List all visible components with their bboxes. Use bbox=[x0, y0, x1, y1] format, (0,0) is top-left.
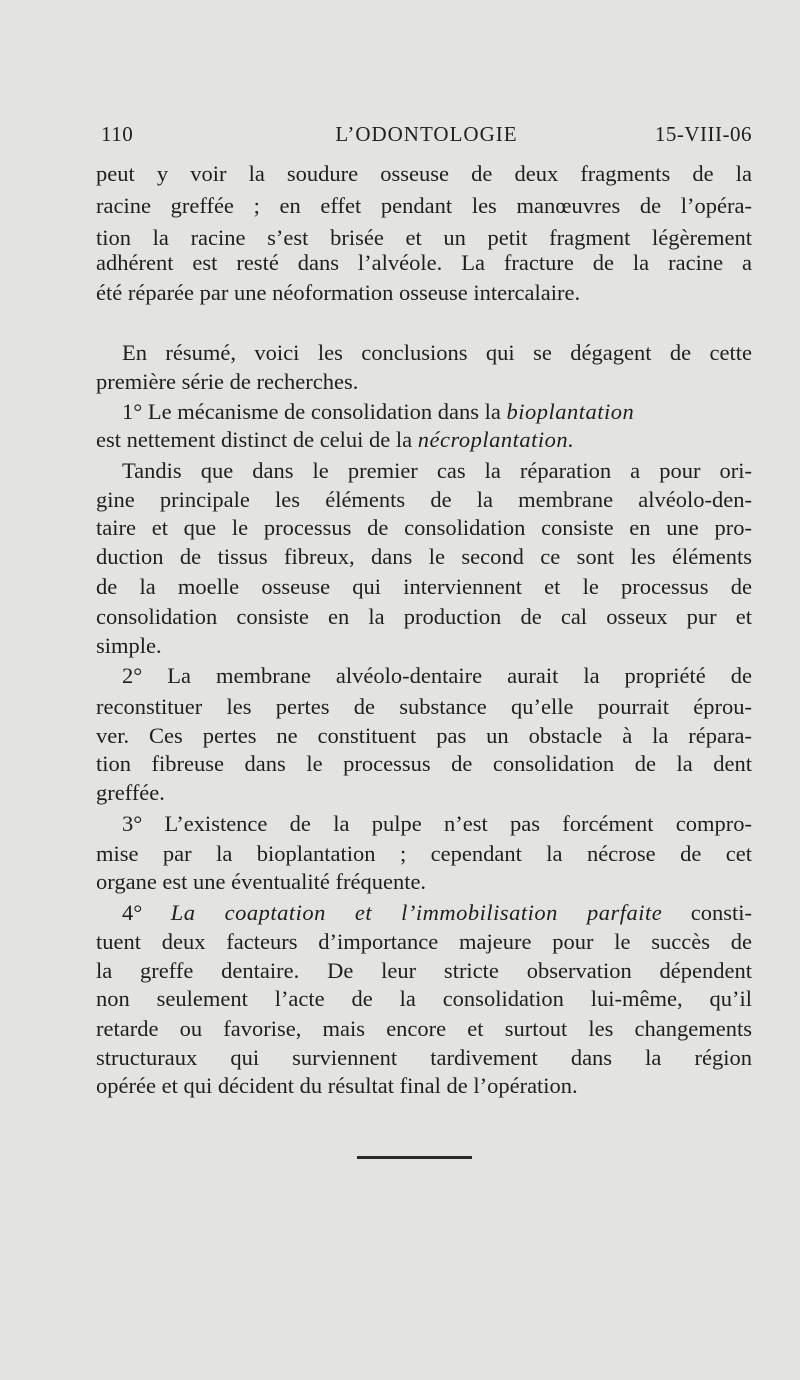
text-line: consolidation consiste en la production de cal osseux pur et bbox=[96, 604, 752, 629]
running-title: L’ODONTOLOGIE bbox=[335, 122, 518, 146]
running-header bbox=[101, 122, 752, 152]
text-line: opérée et qui décident du résultat final de l’opération. bbox=[96, 1073, 578, 1098]
emphasis-bioplantation: bioplantation bbox=[506, 399, 635, 424]
text-line: de la moelle osseuse qui interviennent et le processus de bbox=[96, 574, 752, 599]
text-line: la greffe dentaire. De leur stricte observation dépendent bbox=[96, 958, 752, 983]
conclusion-4-text: consti- bbox=[690, 900, 753, 925]
emphasis-coaptation: La coaptation et l’immobilisation parfaite bbox=[170, 900, 663, 925]
text-line: tuent deux facteurs d’importance majeure pour le succès de bbox=[96, 929, 752, 954]
text-line: retarde ou favorise, mais encore et surtout les changements bbox=[96, 1016, 752, 1041]
emphasis-necroplantation: nécroplantation. bbox=[417, 427, 575, 452]
conclusion-1-text-cont: est nettement distinct de celui de la bbox=[96, 427, 413, 452]
text-line bbox=[96, 424, 752, 456]
text-line: En résumé, voici les conclusions qui se dégagent de cette bbox=[122, 340, 752, 365]
text-line: adhérent est resté dans l’alvéole. La fracture de la racine a bbox=[96, 250, 752, 275]
text-line: été réparée par une néoformation osseuse intercalaire. bbox=[96, 280, 581, 305]
text-line: reconstituer les pertes de substance qu’elle pourrait éprou- bbox=[96, 694, 752, 719]
conclusion-1-text: 1° Le mécanisme de consolidation dans la bbox=[122, 399, 501, 424]
conclusion-4-number: 4° bbox=[122, 900, 143, 925]
text-line: structuraux qui surviennent tardivement dans la région bbox=[96, 1045, 752, 1070]
text-line bbox=[122, 897, 752, 929]
text-line: simple. bbox=[96, 633, 162, 658]
text-line: racine greffée ; en effet pendant les manœuvres de l’opéra- bbox=[96, 193, 752, 218]
text-line: gine principale les éléments de la membrane alvéolo-den- bbox=[96, 487, 752, 512]
text-line: duction de tissus fibreux, dans le second ce sont les éléments bbox=[96, 544, 752, 569]
text-line: non seulement l’acte de la consolidation lui-même, qu’il bbox=[96, 986, 752, 1011]
text-line: 2° La membrane alvéolo-dentaire aurait la propriété de bbox=[122, 663, 752, 688]
text-line: tion la racine s’est brisée et un petit fragment légèrement bbox=[96, 225, 752, 250]
text-line: 3° L’existence de la pulpe n’est pas forcément compro- bbox=[122, 811, 752, 836]
section-divider bbox=[357, 1156, 472, 1159]
text-line: peut y voir la soudure osseuse de deux fragments de la bbox=[96, 161, 752, 186]
text-line: ver. Ces pertes ne constituent pas un obstacle à la répara- bbox=[96, 723, 752, 748]
text-line: organe est une éventualité fréquente. bbox=[96, 869, 427, 894]
text-line: taire et que le processus de consolidation consiste en une pro- bbox=[96, 515, 752, 540]
text-line: tion fibreuse dans le processus de consolidation de la dent bbox=[96, 751, 752, 776]
text-line: première série de recherches. bbox=[96, 369, 359, 394]
text-line: Tandis que dans le premier cas la réparation a pour ori- bbox=[122, 458, 752, 483]
issue-date: 15-VIII-06 bbox=[654, 122, 752, 146]
page-number: 110 bbox=[101, 122, 134, 146]
text-line: greffée. bbox=[96, 780, 165, 805]
text-line: mise par la bioplantation ; cependant la nécrose de cet bbox=[96, 841, 752, 866]
